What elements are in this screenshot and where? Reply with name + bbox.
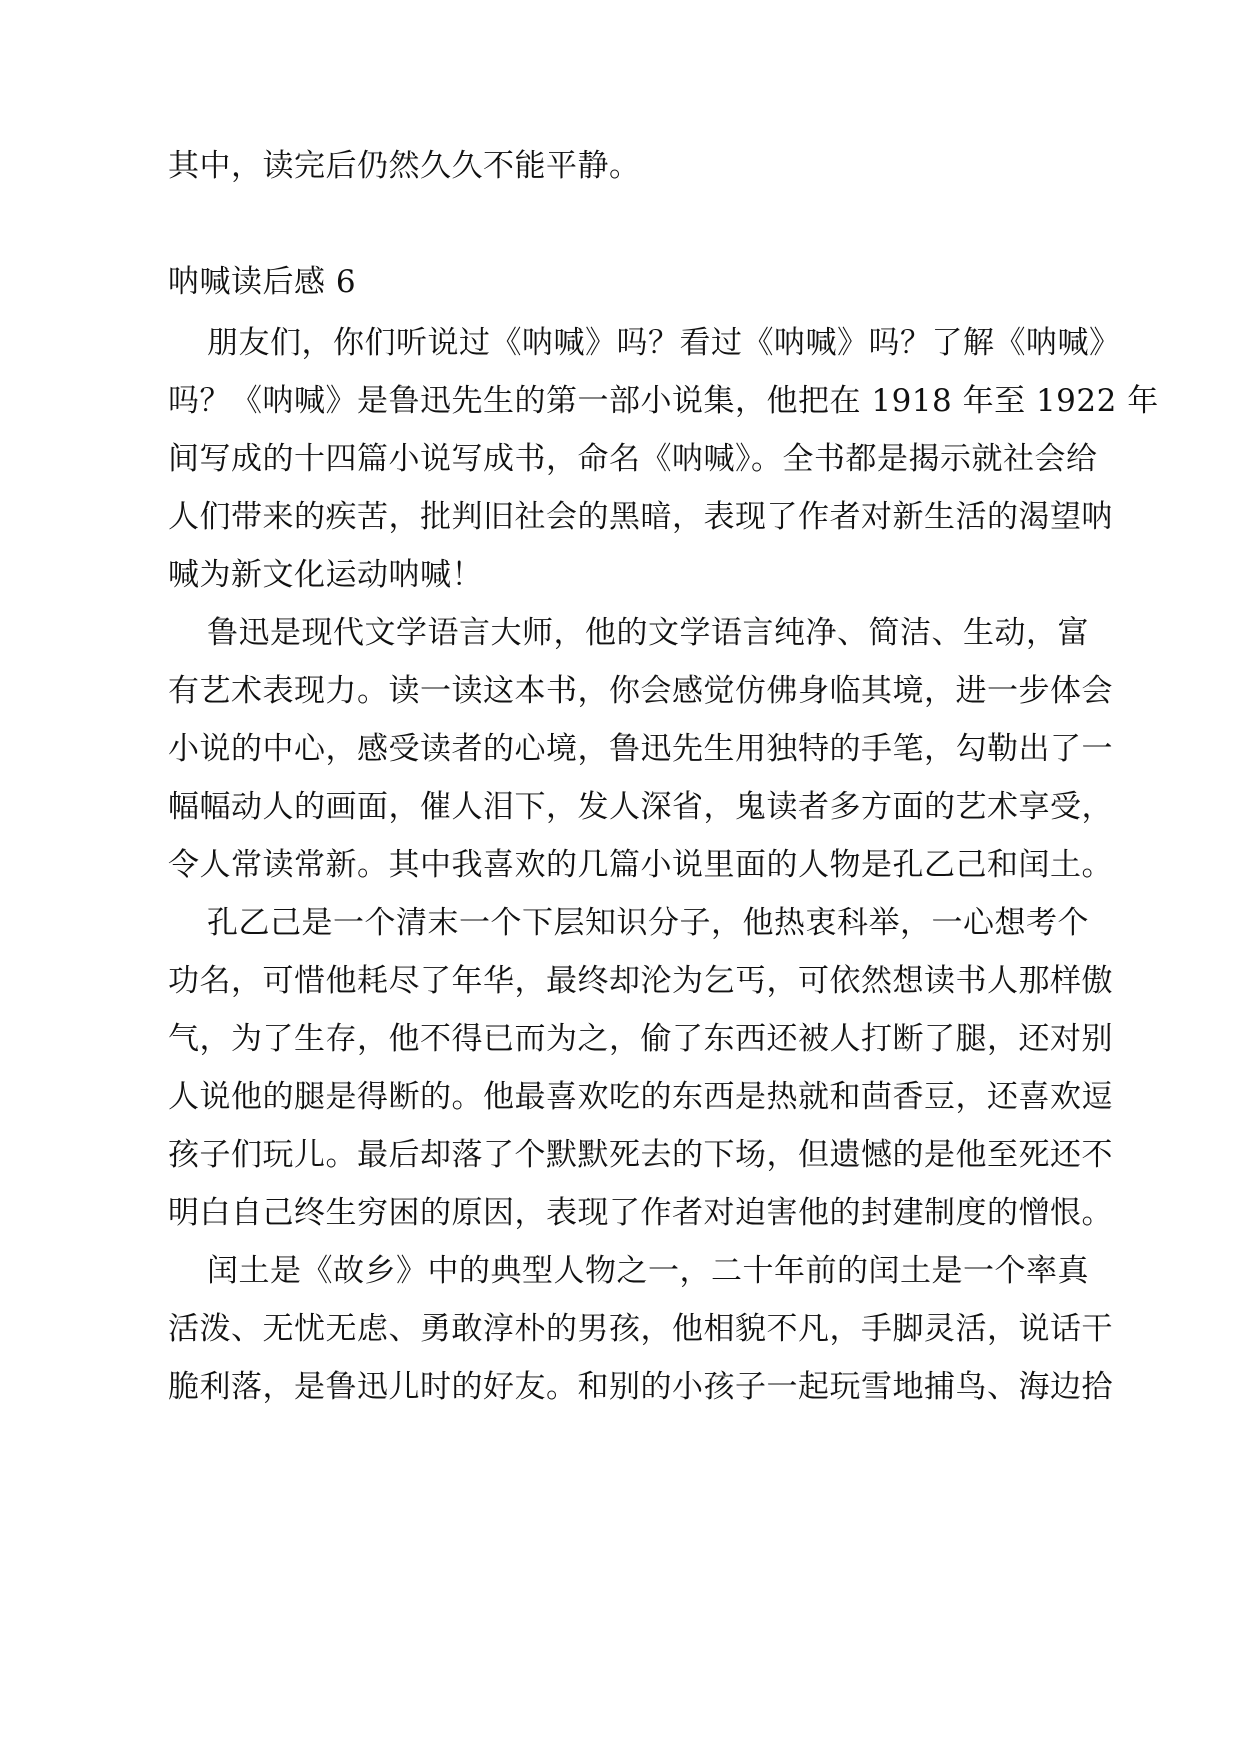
paragraph-3-line-1: 孔乙己是一个清末一个下层知识分子，他热衷科举，一心想考个 — [207, 905, 1089, 941]
paragraph-3-line-3: 气，为了生存，他不得已而为之，偷了东西还被人打断了腿，还对别 — [168, 1021, 1113, 1057]
paragraph-3-line-4: 人说他的腿是得断的。他最喜欢吃的东西是热就和茴香豆，还喜欢逗 — [168, 1079, 1113, 1115]
paragraph-3-line-5: 孩子们玩儿。最后却落了个默默死去的下场，但遗憾的是他至死还不 — [168, 1137, 1113, 1173]
paragraph-1-line-5: 喊为新文化运动呐喊！ — [168, 557, 483, 593]
paragraph-2-line-5: 令人常读常新。其中我喜欢的几篇小说里面的人物是孔乙己和闰土。 — [168, 847, 1113, 883]
continuation-line: 其中，读完后仍然久久不能平静。 — [168, 148, 641, 184]
paragraph-3-line-2: 功名，可惜他耗尽了年华，最终却沦为乞丐，可依然想读书人那样傲 — [168, 963, 1113, 999]
paragraph-1-line-3: 间写成的十四篇小说写成书，命名《呐喊》。全书都是揭示就社会给 — [168, 441, 1098, 477]
paragraph-4-line-1: 闰土是《故乡》中的典型人物之一，二十年前的闰土是一个率真 — [207, 1253, 1089, 1289]
paragraph-3-line-6: 明白自己终生穷困的原因，表现了作者对迫害他的封建制度的憎恨。 — [168, 1195, 1113, 1231]
paragraph-2-line-3: 小说的中心，感受读者的心境，鲁迅先生用独特的手笔，勾勒出了一 — [168, 731, 1113, 767]
section-heading: 呐喊读后感 6 — [168, 264, 357, 300]
paragraph-1-line-2: 吗？《呐喊》是鲁迅先生的第一部小说集，他把在 1918 年至 1922 年 — [168, 383, 1159, 419]
paragraph-1-line-1: 朋友们，你们听说过《呐喊》吗？看过《呐喊》吗？了解《呐喊》 — [207, 325, 1121, 361]
paragraph-2-line-1: 鲁迅是现代文学语言大师，他的文学语言纯净、简洁、生动，富 — [207, 615, 1089, 651]
paragraph-2-line-2: 有艺术表现力。读一读这本书，你会感觉仿佛身临其境，进一步体会 — [168, 673, 1113, 709]
paragraph-4-line-3: 脆利落，是鲁迅儿时的好友。和别的小孩子一起玩雪地捕鸟、海边拾 — [168, 1369, 1113, 1405]
paragraph-4-line-2: 活泼、无忧无虑、勇敢淳朴的男孩，他相貌不凡，手脚灵活，说话干 — [168, 1311, 1113, 1347]
paragraph-2-line-4: 幅幅动人的画面，催人泪下，发人深省，鬼读者多方面的艺术享受， — [168, 789, 1113, 825]
paragraph-1-line-4: 人们带来的疾苦，批判旧社会的黑暗，表现了作者对新生活的渴望呐 — [168, 499, 1113, 535]
